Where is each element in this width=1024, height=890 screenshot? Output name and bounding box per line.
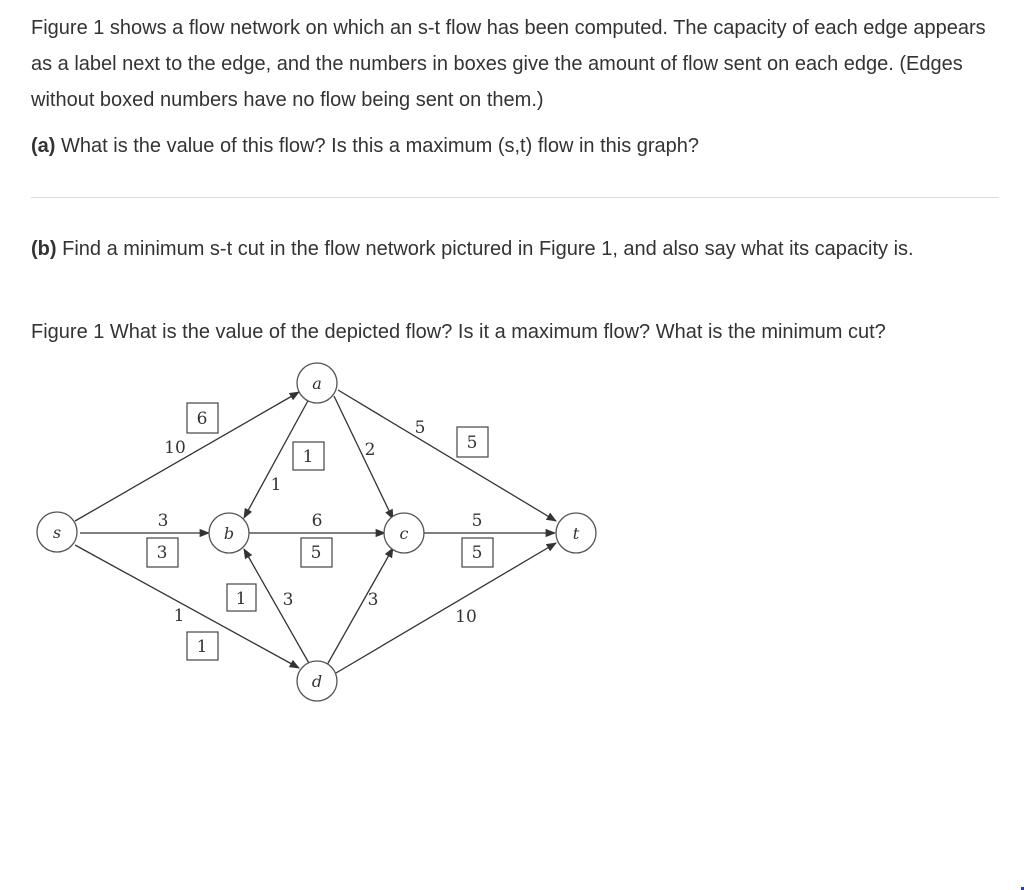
part-a-question	[31, 128, 1001, 164]
figure-caption: Figure 1 What is the value of the depicted flow? Is it a maximum flow? What is the minimum cut?	[31, 321, 886, 343]
capacity-a-t: 5	[414, 418, 426, 438]
node-d-label: d	[311, 672, 323, 691]
part-b-question	[31, 232, 999, 267]
flow-value-s-b: 3	[156, 543, 168, 563]
edge-d-c	[327, 548, 393, 665]
flow-value-b-c: 5	[310, 543, 322, 563]
flow-value-d-b: 1	[235, 589, 247, 609]
flow-value-s-a: 6	[196, 409, 208, 429]
capacity-d-t: 10	[455, 607, 477, 627]
intro-paragraph: Figure 1 shows a flow network on which an s-t flow has been computed. The capacity of each edge appears as a label next to the edge, and the numbers in boxes give the amount of flow sent on each edge. (Edges without boxed numbers have no flow being sent on them.)	[31, 17, 986, 111]
capacity-d-b: 3	[282, 590, 294, 610]
flow-value-b-a: 1	[302, 447, 314, 467]
part-b-text: Find a minimum s-t cut in the flow network pictured in Figure 1, and also say what its capacity is.	[56, 238, 914, 260]
node-a-label: a	[312, 374, 322, 393]
node-t-label: t	[572, 524, 580, 543]
capacity-a-c: 2	[364, 440, 376, 460]
node-s-label: s	[52, 523, 62, 542]
question-body	[31, 10, 1001, 164]
capacity-s-b: 3	[157, 511, 169, 531]
capacity-b-c: 6	[311, 511, 323, 531]
capacity-d-c: 3	[367, 590, 379, 610]
capacity-s-a: 10	[164, 438, 186, 458]
node-c-label: c	[399, 524, 409, 543]
capacity-c-t: 5	[471, 511, 483, 531]
flow-network-figure	[30, 356, 610, 708]
part-a-label: (a)	[31, 135, 56, 157]
capacity-b-a: 1	[270, 475, 282, 495]
capacity-s-d: 1	[173, 606, 185, 626]
flow-value-s-d: 1	[196, 637, 208, 657]
flow-value-a-t: 5	[466, 433, 478, 453]
edge-a-c	[334, 396, 393, 519]
flow-value-c-t: 5	[471, 543, 483, 563]
part-a-text: What is the value of this flow? Is this a maximum (s,t) flow in this graph?	[55, 135, 700, 157]
node-b-label: b	[223, 524, 235, 543]
part-b-label: (b)	[31, 238, 57, 260]
section-divider	[31, 197, 999, 198]
